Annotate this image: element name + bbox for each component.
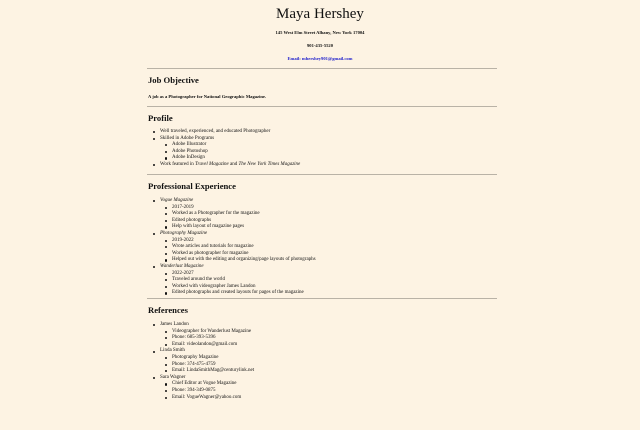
list-item: Phone: 374-475-4759 bbox=[152, 362, 254, 369]
experience-heading: Professional Experience bbox=[148, 181, 236, 191]
resume-name: Maya Hershey bbox=[276, 6, 364, 22]
list-item: 2017-2019 bbox=[152, 205, 316, 212]
list-item: Linda Smith bbox=[152, 348, 254, 355]
list-item: Email: VogueWagner@yahoo.com bbox=[152, 395, 254, 402]
list-item: Sara Wagner bbox=[152, 375, 254, 382]
list-item: Photography Magazine bbox=[152, 355, 254, 362]
list-item: Phone: 685-393-5396 bbox=[152, 335, 254, 342]
list-item: Adobe InDesign bbox=[152, 155, 300, 162]
list-item: 2022-2027 bbox=[152, 271, 316, 278]
list-item: Adobe Photoshop bbox=[152, 149, 300, 156]
list-item: Skilled in Adobe Programs bbox=[152, 136, 300, 143]
list-item: Well traveled, experienced, and educated Photographer bbox=[152, 129, 300, 136]
list-item: Email: LindaSmithMag@centurylink.net bbox=[152, 368, 254, 375]
list-item: 2019-2022 bbox=[152, 238, 316, 245]
email-line: Email: mhershey901@gmail.com bbox=[287, 56, 353, 61]
list-item: Chief Editor at Vogue Magazine bbox=[152, 381, 254, 388]
objective-heading: Job Objective bbox=[148, 75, 199, 85]
list-item: Videographer for Wanderlust Magazine bbox=[152, 329, 254, 336]
list-item: Email: videolandon@gmail.com bbox=[152, 342, 254, 349]
profile-heading: Profile bbox=[148, 113, 173, 123]
list-item: Help with layout of magazine pages bbox=[152, 224, 316, 231]
profile-list bbox=[152, 129, 300, 169]
list-item: Phone: 394-349-0875 bbox=[152, 388, 254, 395]
list-item: Worked as a Photographer for the magazine bbox=[152, 211, 316, 218]
list-item: Work featured in Travel Magazine and The New York Times Magazine bbox=[152, 162, 300, 169]
divider bbox=[147, 68, 497, 69]
list-item: Edited photographs bbox=[152, 218, 316, 225]
divider bbox=[147, 106, 497, 107]
divider bbox=[147, 174, 497, 175]
divider bbox=[147, 298, 497, 299]
list-item: Vogue Magazine bbox=[152, 198, 316, 205]
list-item: Traveled around the world bbox=[152, 277, 316, 284]
list-item: Wrote articles and tutorials for magazine bbox=[152, 244, 316, 251]
objective-text: A job as a Photographer for National Geographic Magazine. bbox=[148, 94, 267, 99]
experience-list bbox=[152, 198, 316, 297]
references-list bbox=[152, 322, 254, 401]
list-item: Adobe Illustrator bbox=[152, 142, 300, 149]
list-item: Helped out with the editing and organizing/page layouts of photographs bbox=[152, 257, 316, 264]
list-item: James Landon bbox=[152, 322, 254, 329]
references-heading: References bbox=[148, 305, 188, 315]
list-item: Edited photographs and created layouts for pages of the magazine bbox=[152, 290, 316, 297]
list-item: Photography Magazine bbox=[152, 231, 316, 238]
list-item: Wanderlust Magazine bbox=[152, 264, 316, 271]
phone-line: 901-435-5520 bbox=[306, 43, 334, 48]
list-item: Worked as photographer for magazine bbox=[152, 251, 316, 258]
address-line: 145 West Elm Street Albany, New York 17004 bbox=[275, 30, 365, 35]
list-item: Worked with videographer James Landon bbox=[152, 284, 316, 291]
